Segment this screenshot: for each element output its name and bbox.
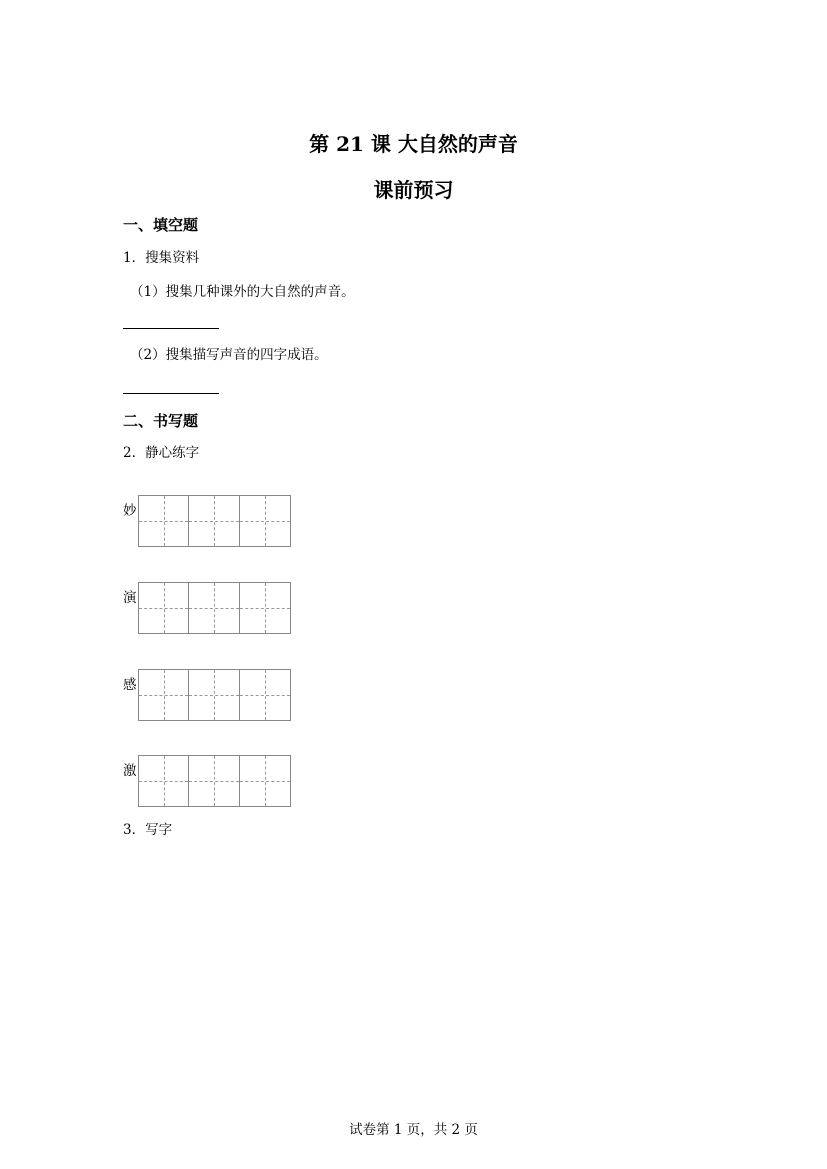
- writing-cell[interactable]: [189, 755, 240, 807]
- writing-grid-row-4: [138, 755, 291, 807]
- question-2-label: 2．静心练字: [123, 445, 200, 461]
- writing-cell[interactable]: [138, 755, 189, 807]
- answer-blank-1[interactable]: [123, 328, 219, 329]
- question-1-sub-1: （1）搜集几种课外的大自然的声音。: [130, 284, 355, 300]
- practice-char-1: 妙: [123, 503, 137, 519]
- writing-cell[interactable]: [189, 495, 240, 547]
- writing-cell[interactable]: [240, 755, 291, 807]
- writing-cell[interactable]: [189, 582, 240, 634]
- writing-cell[interactable]: [189, 669, 240, 721]
- writing-cell[interactable]: [138, 669, 189, 721]
- practice-char-3: 感: [123, 677, 137, 693]
- question-3-label: 3．写字: [123, 822, 173, 838]
- section-heading-writing: 二、书写题: [123, 412, 199, 430]
- page-footer: 试卷第 1 页，共 2 页: [349, 1122, 478, 1138]
- writing-grid-row-1: [138, 495, 291, 547]
- writing-cell[interactable]: [138, 495, 189, 547]
- writing-cell[interactable]: [240, 582, 291, 634]
- writing-grid-row-2: [138, 582, 291, 634]
- question-1-sub-2: （2）搜集描写声音的四字成语。: [130, 347, 328, 363]
- practice-char-2: 演: [123, 590, 137, 606]
- section-heading-fill-in: 一、填空题: [123, 216, 199, 234]
- page-subtitle: 课前预习: [373, 178, 454, 202]
- writing-cell[interactable]: [138, 582, 189, 634]
- writing-cell[interactable]: [240, 669, 291, 721]
- answer-blank-2[interactable]: [123, 393, 219, 394]
- writing-grid-row-3: [138, 669, 291, 721]
- question-1-label: 1．搜集资料: [123, 250, 200, 266]
- page-title: 第 21 课 大自然的声音: [309, 132, 518, 156]
- practice-char-4: 激: [123, 763, 137, 779]
- writing-cell[interactable]: [240, 495, 291, 547]
